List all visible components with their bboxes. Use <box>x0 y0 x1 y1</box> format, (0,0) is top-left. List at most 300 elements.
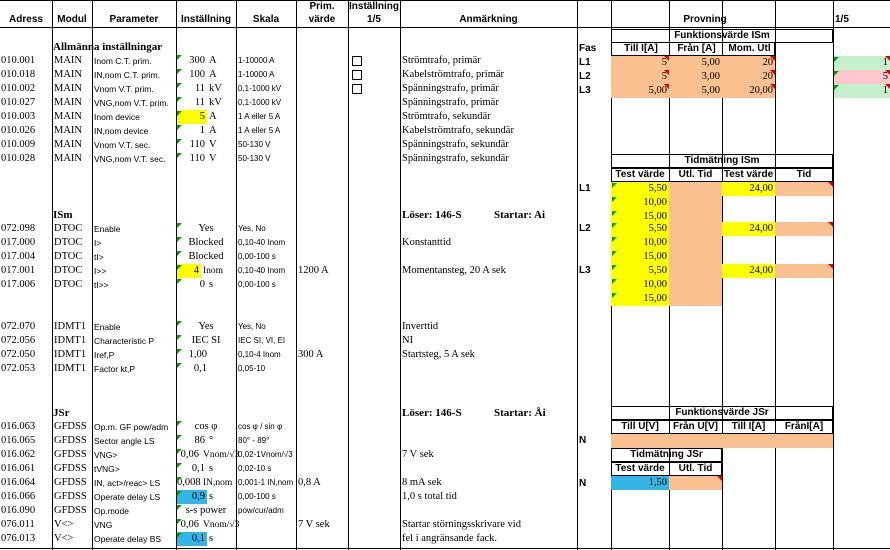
tm-ism-utl-tid[interactable] <box>669 222 722 236</box>
fv-ism-fran[interactable]: 5,00 <box>669 84 722 98</box>
setting-value-cell[interactable]: Yes <box>198 321 214 332</box>
setting-value-cell[interactable]: 86 <box>194 435 205 446</box>
note-cell: Startar störningsskrivare vid <box>402 519 521 530</box>
address-cell: 010.009 <box>1 139 36 150</box>
scale-cell: 1 A eller 5 A <box>238 112 281 121</box>
green-comment-marker <box>177 111 182 116</box>
fv-ism-mom[interactable]: 20,00 <box>722 84 775 98</box>
parameter-cell: tI>> <box>94 280 109 290</box>
green-comment-marker <box>612 251 617 256</box>
parameter-cell: Vnom V.T. sec. <box>94 140 151 150</box>
scale-cell: 80° - 89° <box>238 436 270 445</box>
setting-unit-cell: V <box>209 139 217 150</box>
tm-jsr-col-header: Utl. Tid <box>678 463 713 474</box>
setting-value-cell[interactable]: 0,1 <box>177 532 207 546</box>
parameter-cell: Operate delay LS <box>94 492 161 502</box>
tm-ism-test-value[interactable]: 10,00 <box>611 196 669 210</box>
tm-jsr-test-value[interactable]: 1,50 <box>611 476 669 490</box>
setting-unit-cell: V <box>209 153 217 164</box>
green-comment-marker <box>612 183 617 188</box>
header-modul: Modul <box>57 14 87 25</box>
scale-cell: 0,1-1000 kV <box>238 84 282 93</box>
section-allmanna: Allmänna inställningar <box>53 41 163 53</box>
scale-cell: 0,10-4 Inom <box>238 350 281 359</box>
header-adress: Adress <box>9 14 43 25</box>
address-cell: 010.003 <box>1 111 36 122</box>
module-cell: MAIN <box>54 97 82 108</box>
tm-ism-fas: L3 <box>579 265 591 276</box>
tm-ism-utl-tid[interactable] <box>669 182 722 196</box>
setting-value-cell[interactable]: 300 <box>189 55 205 66</box>
green-comment-marker <box>177 237 182 242</box>
setting-value-cell[interactable]: Yes <box>198 223 214 234</box>
parameter-cell: IN,nom device <box>94 126 149 136</box>
setting-value-cell[interactable]: 0,06 <box>180 449 199 460</box>
red-comment-marker <box>828 182 833 187</box>
tm-ism-utl-tid[interactable] <box>669 278 722 292</box>
tm-ism-test-value[interactable]: 5,50 <box>611 182 669 196</box>
note-cell: Startsteg, 5 A sek <box>402 349 475 360</box>
module-cell: MAIN <box>54 153 82 164</box>
tm-ism-col-header: Utl. Tid <box>678 169 713 180</box>
green-comment-marker <box>612 293 617 298</box>
module-cell: DTOC <box>54 251 83 262</box>
fv-jsr-header-box <box>611 420 833 434</box>
note-cell: Kabelströmtrafo, primär <box>402 69 505 80</box>
parameter-cell: I> <box>94 238 102 248</box>
red-comment-marker <box>664 84 669 89</box>
note-cell: Inverttid <box>402 321 439 332</box>
section-ism: ISm <box>53 209 73 221</box>
header-provning: Provning <box>683 14 727 25</box>
setting-value-cell[interactable]: 11 <box>194 97 205 108</box>
setting-value-cell[interactable]: s-s power <box>185 505 227 516</box>
tm-ism-utl-tid[interactable] <box>669 264 722 278</box>
tm-ism-test-value[interactable]: 10,00 <box>611 278 669 292</box>
tm-ism-title: Tidmätning ISm <box>684 155 760 166</box>
tm-ism-utl-tid[interactable] <box>669 196 722 210</box>
red-comment-marker <box>664 70 669 75</box>
scale-cell: 0,00-100 s <box>238 492 276 501</box>
address-cell: 010.027 <box>1 97 36 108</box>
fv-ism-col-header: Till I[A] <box>624 43 658 54</box>
fv-jsr-values[interactable] <box>611 434 833 448</box>
module-cell: MAIN <box>54 83 82 94</box>
setting-unit-cell: s <box>209 463 214 474</box>
fv-ism-fas: L2 <box>579 71 591 82</box>
module-cell: DTOC <box>54 237 83 248</box>
parameter-cell: tVNG> <box>94 464 120 474</box>
startar-1: Startar: Ai <box>494 209 546 221</box>
setting-value-cell[interactable]: IEC SI <box>191 335 221 346</box>
tm-ism-test-value-2[interactable]: 24,00 <box>722 264 775 278</box>
scale-cell: cos φ / sin φ <box>238 422 283 431</box>
tm-ism-header-box <box>611 168 833 182</box>
address-cell: 017.004 <box>1 251 36 262</box>
fv-ism-col-header: Mom. Utl <box>728 43 771 54</box>
green-comment-marker <box>177 533 182 538</box>
address-cell: 016.064 <box>1 477 36 488</box>
red-comment-marker <box>717 476 722 481</box>
setting-unit-cell: s <box>209 533 214 544</box>
green-comment-marker <box>612 197 617 202</box>
address-cell: 016.090 <box>1 505 36 516</box>
prim-value-cell: 1200 A <box>298 265 329 276</box>
setting-value-cell[interactable]: 5 <box>177 110 207 124</box>
red-comment-marker <box>885 70 890 75</box>
scale-cell: 0,001-1 IN,nom <box>238 478 294 487</box>
parameter-cell: Sector angle LS <box>94 436 155 446</box>
setting-unit-cell: kV <box>209 97 222 108</box>
address-cell: 072.070 <box>1 321 36 332</box>
fv-ism-mom[interactable]: 20 <box>722 70 775 84</box>
address-cell: 072.098 <box>1 223 36 234</box>
green-comment-marker <box>612 265 617 270</box>
fv-ism-result[interactable]: 1 <box>834 56 890 70</box>
note-cell: 7 V sek <box>402 449 434 460</box>
note-cell: 8 mA sek <box>402 477 442 488</box>
scale-cell: 0,1-1000 kV <box>238 98 282 107</box>
note-cell: Konstanttid <box>402 237 451 248</box>
parameter-cell: Op.mode <box>94 506 129 516</box>
setting-unit-cell: A <box>209 111 217 122</box>
module-cell: DTOC <box>54 279 83 290</box>
module-cell: GFDSS <box>54 505 87 516</box>
note-cell: Spänningstrafo, primär <box>402 97 499 108</box>
scale-cell: 0,10-40 Inom <box>238 266 286 275</box>
fv-ism-fran[interactable]: 3,00 <box>669 70 722 84</box>
module-cell: MAIN <box>54 69 82 80</box>
grid-vline <box>577 0 578 550</box>
tm-ism-test-value[interactable]: 15,00 <box>611 250 669 264</box>
module-cell: MAIN <box>54 111 82 122</box>
note-cell: Spänningstrafo, sekundär <box>402 153 509 164</box>
tm-ism-test-value-2[interactable]: 24,00 <box>722 182 775 196</box>
tm-ism-test-value[interactable]: 15,00 <box>611 210 669 224</box>
parameter-cell: Iref,P <box>94 350 115 360</box>
green-comment-marker <box>612 237 617 242</box>
module-cell: GFDSS <box>54 421 87 432</box>
green-comment-marker <box>177 463 182 468</box>
scale-cell: 0,00-100 s <box>238 280 276 289</box>
note-cell: Strömtrafo, sekundär <box>402 111 491 122</box>
setting-value-cell[interactable]: 1 <box>199 125 205 136</box>
setting-value-cell[interactable]: 4 <box>177 264 201 278</box>
module-cell: V<> <box>54 533 74 544</box>
fv-ism-col-header: Fas <box>579 43 597 54</box>
red-comment-marker <box>664 56 669 61</box>
red-comment-marker <box>828 222 833 227</box>
tm-ism-tid[interactable] <box>775 182 833 196</box>
tm-ism-test-value[interactable]: 5,50 <box>611 222 669 236</box>
setting-value-cell[interactable]: 0,008 <box>177 477 201 488</box>
address-cell: 016.065 <box>1 435 36 446</box>
scale-cell: 0,02-10 s <box>238 464 272 473</box>
setting-unit-cell: Vnom/√3 <box>203 520 240 530</box>
startar-2: Startar: Åi <box>494 407 546 419</box>
fv-ism-till[interactable]: 5 <box>611 70 669 84</box>
tm-ism-utl-tid[interactable] <box>669 250 722 264</box>
tm-ism-tid[interactable] <box>775 264 833 278</box>
header-inst15-2: 1/5 <box>367 14 381 25</box>
header-installning: Inställning <box>181 14 231 25</box>
tm-ism-utl-tid[interactable] <box>669 292 722 306</box>
parameter-cell: VNG,nom V.T. sec. <box>94 154 166 164</box>
module-cell: MAIN <box>54 125 82 136</box>
green-comment-marker <box>177 491 182 496</box>
scale-cell: Yes, No <box>238 224 266 233</box>
green-comment-marker <box>177 449 182 454</box>
setting-value-cell[interactable]: 0,1 <box>193 363 207 374</box>
address-cell: 010.018 <box>1 69 36 80</box>
green-comment-marker <box>177 279 182 284</box>
address-cell: 076.011 <box>1 519 35 530</box>
grid-vline <box>296 0 297 550</box>
parameter-cell: Factor kt,P <box>94 364 136 374</box>
green-comment-marker <box>834 57 839 62</box>
header-skala: Skala <box>252 14 280 25</box>
setting-value-cell[interactable]: 1,00 <box>188 349 207 360</box>
address-cell: 072.053 <box>1 363 36 374</box>
red-comment-marker <box>828 264 833 269</box>
green-comment-marker <box>177 251 182 256</box>
setting-value-cell[interactable]: 0 <box>199 279 205 290</box>
prim-value-cell: 300 A <box>298 349 324 360</box>
scale-cell: 1-10000 A <box>238 56 275 65</box>
tm-jsr-fas: N <box>579 478 587 489</box>
scale-cell: pow/cur/adm <box>238 506 284 515</box>
green-comment-marker <box>834 85 839 90</box>
setting-value-cell[interactable]: 110 <box>189 153 205 164</box>
grid-hline <box>0 548 890 549</box>
address-cell: 010.002 <box>1 83 36 94</box>
setting-value-cell[interactable]: Blocked <box>188 251 224 262</box>
module-cell: IDMT1 <box>54 363 87 374</box>
fv-jsr-fas: N <box>579 435 587 446</box>
header-prim-1: Prim. <box>309 1 335 12</box>
scale-cell: 1 A eller 5 A <box>238 126 281 135</box>
note-cell: Kabelströmtrafo, sekundär <box>402 125 514 136</box>
green-comment-marker <box>177 55 182 60</box>
parameter-cell: Operate delay BS <box>94 534 162 544</box>
scale-cell: 0,00-100 s <box>238 252 276 261</box>
grid-hline <box>0 0 890 1</box>
tm-ism-utl-tid[interactable] <box>669 236 722 250</box>
tm-ism-test-value-2[interactable]: 24,00 <box>722 222 775 236</box>
tm-ism-test-value[interactable]: 10,00 <box>611 236 669 250</box>
setting-unit-cell: IN,nom <box>203 478 233 488</box>
address-cell: 017.000 <box>1 237 36 248</box>
red-comment-marker <box>770 56 775 61</box>
green-comment-marker <box>177 505 182 510</box>
tm-ism-test-value[interactable]: 5,50 <box>611 264 669 278</box>
note-cell: Spänningstrafo, primär <box>402 83 499 94</box>
address-cell: 016.066 <box>1 491 36 502</box>
parameter-cell: IN,nom C.T. prim. <box>94 70 161 80</box>
green-comment-marker <box>612 211 617 216</box>
grid-vline <box>92 0 93 550</box>
header-anmarkning: Anmärkning <box>459 14 518 25</box>
scale-cell: Yes, No <box>238 322 266 331</box>
setting-unit-cell: Vnom/√3 <box>203 450 240 460</box>
parameter-cell: VNG <box>94 520 113 530</box>
fv-ism-fas: L3 <box>579 85 591 96</box>
green-comment-marker <box>177 321 182 326</box>
fv-ism-till[interactable]: 5,00 <box>611 84 669 98</box>
module-cell: GFDSS <box>54 491 87 502</box>
grid-vline <box>400 0 401 550</box>
setting-checkbox[interactable] <box>352 70 362 80</box>
fv-jsr-col-header: Till U[V] <box>621 421 659 432</box>
fv-ism-result[interactable]: 1 <box>834 84 890 98</box>
parameter-cell: VNG,nom V.T. prim. <box>94 98 169 108</box>
fv-ism-col-header: Från [A] <box>677 43 716 54</box>
scale-cell: 1-10000 A <box>238 70 275 79</box>
green-comment-marker <box>177 477 182 482</box>
loser-2: Löser: 146-S <box>402 407 462 419</box>
tm-ism-test-value[interactable]: 15,00 <box>611 292 669 306</box>
setting-value-cell[interactable]: 11 <box>194 83 205 94</box>
header-inst15-1: Inställning <box>349 1 399 12</box>
setting-value-cell[interactable]: 0,9 <box>177 490 207 504</box>
grid-vline <box>52 0 53 550</box>
green-comment-marker <box>177 363 182 368</box>
tm-ism-fas: L1 <box>579 183 591 194</box>
note-cell: Strömtrafo, primär <box>402 55 481 66</box>
note-cell: Spänningstrafo, sekundär <box>402 139 509 150</box>
parameter-cell: I>> <box>94 266 107 276</box>
parameter-cell: IN, act>/reac> LS <box>94 478 161 488</box>
module-cell: GFDSS <box>54 463 87 474</box>
parameter-cell: Vnom V.T. prim. <box>94 84 154 94</box>
setting-unit-cell: kV <box>209 83 222 94</box>
module-cell: V<> <box>54 519 74 530</box>
setting-value-cell[interactable]: cos φ <box>194 421 218 432</box>
note-cell: NI <box>402 335 414 346</box>
green-comment-marker <box>834 71 839 76</box>
address-cell: 010.028 <box>1 153 36 164</box>
setting-unit-cell: Inom <box>203 266 224 276</box>
green-comment-marker <box>612 279 617 284</box>
note-cell: fel i angränsande fack. <box>402 533 498 544</box>
address-cell: 072.056 <box>1 335 36 346</box>
fv-ism-fran[interactable]: 5,00 <box>669 56 722 70</box>
fv-jsr-col-header: Från U[V] <box>673 421 718 432</box>
green-comment-marker <box>177 223 182 228</box>
setting-unit-cell: ° <box>209 435 214 446</box>
scale-cell: 0,10-40 Inom <box>238 238 286 247</box>
green-comment-marker <box>177 421 182 426</box>
parameter-cell: VNG> <box>94 450 118 460</box>
note-cell: Momentansteg, 20 A sek <box>402 265 506 276</box>
setting-value-cell[interactable]: 0,06 <box>180 519 199 530</box>
tm-ism-col-header: Test värde <box>615 169 665 180</box>
scale-cell: 0,02-1Vnom/√3 <box>238 450 293 459</box>
address-cell: 017.001 <box>1 265 36 276</box>
fv-ism-header-box <box>611 42 775 56</box>
address-cell: 010.026 <box>1 125 36 136</box>
module-cell: GFDSS <box>54 435 87 446</box>
setting-value-cell[interactable]: 110 <box>189 139 205 150</box>
section-jsr: JSr <box>53 407 70 419</box>
fv-ism-fas: L1 <box>579 57 591 68</box>
tm-ism-tid[interactable] <box>775 222 833 236</box>
setting-unit-cell: A <box>209 125 217 136</box>
setting-checkbox[interactable] <box>352 56 362 66</box>
tm-jsr-header-box <box>611 462 722 476</box>
setting-unit-cell: A <box>209 55 217 66</box>
fv-jsr-col-header: Till I[A] <box>731 421 766 432</box>
module-cell: IDMT1 <box>54 335 87 346</box>
parameter-cell: Characteristic P <box>94 336 154 346</box>
scale-cell: 50-130 V <box>238 140 271 149</box>
address-cell: 017.006 <box>1 279 36 290</box>
module-cell: GFDSS <box>54 449 87 460</box>
address-cell: 072.050 <box>1 349 36 360</box>
green-comment-marker <box>177 349 182 354</box>
fv-ism-title: Funktionsvärde ISm <box>674 30 770 41</box>
tm-jsr-utl-tid[interactable] <box>669 476 722 490</box>
red-comment-marker <box>885 84 890 89</box>
setting-value-cell[interactable]: 0,1 <box>191 463 205 474</box>
scale-cell: IEC SI, VI, EI <box>238 336 286 345</box>
note-cell: 1,0 s total tid <box>402 491 457 502</box>
red-comment-marker <box>885 56 890 61</box>
address-cell: 016.063 <box>1 421 36 432</box>
prim-value-cell: 7 V sek <box>298 519 330 530</box>
module-cell: DTOC <box>54 265 83 276</box>
setting-unit-cell: A <box>209 69 217 80</box>
grid-vline <box>236 0 237 550</box>
setting-value-cell[interactable]: Blocked <box>188 237 224 248</box>
parameter-cell: Enable <box>94 224 121 234</box>
green-comment-marker <box>177 435 182 440</box>
tm-jsr-col-header: Test värde <box>615 463 665 474</box>
tm-ism-col-header: Test värde <box>723 169 774 180</box>
setting-value-cell[interactable]: 100 <box>189 69 205 80</box>
module-cell: IDMT1 <box>54 349 87 360</box>
green-comment-marker <box>177 83 182 88</box>
address-cell: 016.062 <box>1 449 36 460</box>
parameter-cell: Enable <box>94 322 121 332</box>
green-comment-marker <box>177 125 182 130</box>
address-cell: 016.061 <box>1 463 36 474</box>
module-cell: IDMT1 <box>54 321 87 332</box>
green-comment-marker <box>177 139 182 144</box>
module-cell: MAIN <box>54 139 82 150</box>
header-prim-2: värde <box>308 14 336 25</box>
setting-unit-cell: s <box>209 491 214 502</box>
setting-checkbox[interactable] <box>352 84 362 94</box>
fv-ism-mom[interactable]: 20 <box>722 56 775 70</box>
parameter-cell: tI> <box>94 252 104 262</box>
tm-ism-fas: L2 <box>579 223 591 234</box>
fv-jsr-title: Funktionsvärde JSr <box>675 407 769 418</box>
setting-unit-cell: s <box>209 279 214 290</box>
parameter-cell: Op.m. GF pow/adm <box>94 422 169 432</box>
green-comment-marker <box>177 519 182 524</box>
green-comment-marker <box>177 153 182 158</box>
red-comment-marker <box>770 84 775 89</box>
green-comment-marker <box>612 223 617 228</box>
fv-ism-result[interactable]: 5 <box>834 70 890 84</box>
parameter-cell: Inom device <box>94 112 140 122</box>
fv-ism-till[interactable]: 5 <box>611 56 669 70</box>
module-cell: DTOC <box>54 223 83 234</box>
green-comment-marker <box>177 265 182 270</box>
red-comment-marker <box>770 70 775 75</box>
green-comment-marker <box>177 69 182 74</box>
